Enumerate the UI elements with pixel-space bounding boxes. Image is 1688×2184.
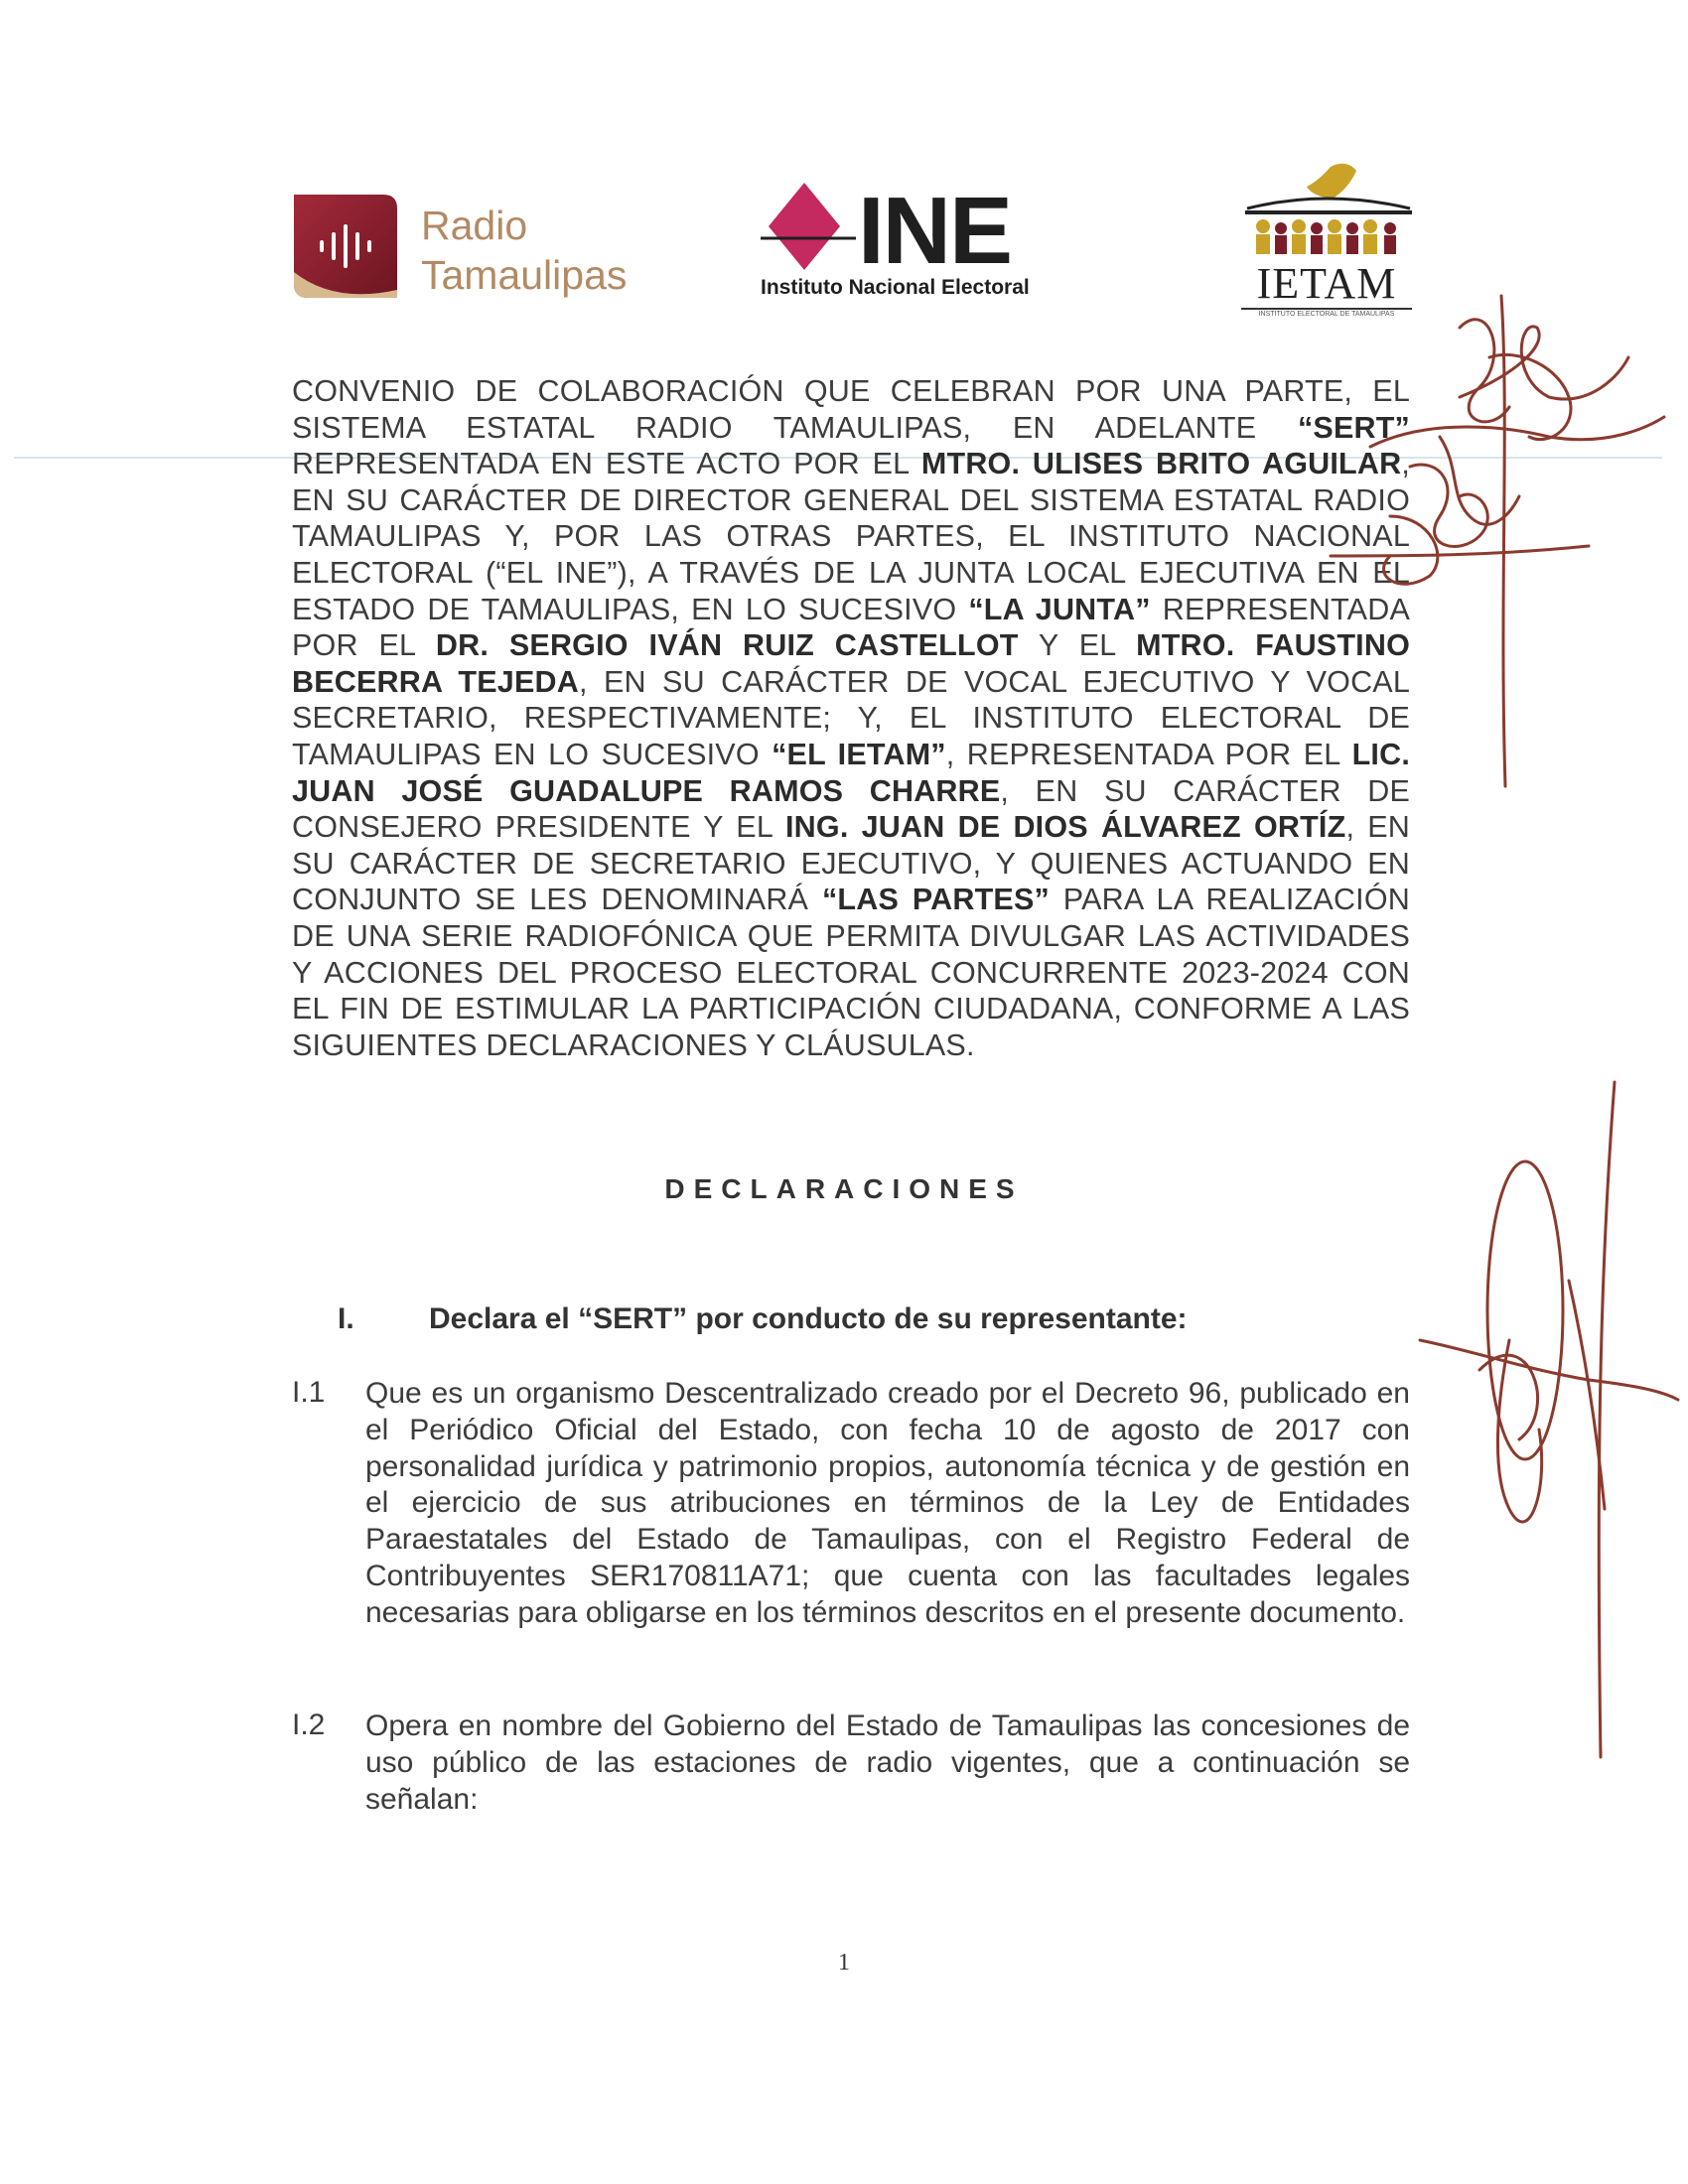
declarations-title: DECLARACIONES [664,1173,1024,1204]
intro-bold-vocal-ejecutivo: DR. SERGIO IVÁN RUIZ CASTELLOT [435,628,1019,663]
intro-bold-el-ietam: “EL IETAM” [772,737,946,771]
radio-tamaulipas-icon [294,195,397,298]
intro-text-9: , EN SU CARÁCTER DE SECRETARIO EJECUTIVO, Y QUIENES ACTUANDO EN CONJUNTO SE LES DENOMINARÁ [292,810,1411,917]
declaration-item-text: Opera en nombre del Gobierno del Estado de Tamaulipas las concesiones de uso público de las estaciones de radio vigentes, que a continuación se señalan: [365,1709,1410,1816]
radio-tamaulipas-logo [294,195,661,304]
declaration-item-number: I.2 [292,1708,326,1741]
radio-logo-line1: Radio [421,203,528,248]
intro-text-7: , REPRESENTADA POR EL [945,737,1352,771]
intro-text-10: PARA LA REALIZACIÓN DE UNA SERIE RADIOFÓNICA QUE PERMITA DIVULGAR LAS ACTIVIDADES Y ACCIONES DEL PROCESO ELECTORAL CONCURRENTE 2023-2024 CON EL FIN DE ESTIMULAR LA PARTICIPACIÓN CIUDADANA, CONFORME A LAS SIGUIENTES DECLARACIONES Y CLÁUSULAS. [292,883,1410,1062]
declaration-item-text: Que es un organismo Descentralizado creado por el Decreto 96, publicado en el Periódico Oficial del Estado, con fecha 10 de agosto de 2017 con personalidad jurídica y patrimonio propios, autonomía técnica y de gestión en el ejercicio de sus atribuciones en términos de la Ley de Entidades Paraestatales del Estado de Tamaulipas, con el Registro Federal de Contribuyentes SER170811A71; que cuenta con las facultades legales necesarias para obligarse en los términos descritos en el presente documento. [365,1377,1410,1629]
intro-text-2: REPRESENTADA EN ESTE ACTO POR EL [292,447,921,481]
intro-bold-director: MTRO. ULISES BRITO AGUILAR [920,447,1402,481]
intro-bold-sert: “SERT” [1297,410,1410,445]
declaration-section-heading [338,1302,1331,1336]
intro-bold-las-partes: “LAS PARTES” [821,883,1050,917]
ietam-logo [1241,159,1420,318]
ietam-emblem-icon [1241,159,1420,268]
declaration-item-number: I.1 [292,1376,326,1409]
intro-bold-secretario: ING. JUAN DE DIOS ÁLVAREZ ORTÍZ [785,810,1346,845]
ietam-subtitle: INSTITUTO ELECTORAL DE TAMAULIPAS [1241,308,1412,318]
intro-text-8: , EN SU CARÁCTER DE CONSEJERO PRESIDENTE Y EL [292,773,1410,845]
ine-logo [761,178,1030,308]
intro-text-5: Y EL [1018,628,1137,663]
intro-text-6: , EN SU CARÁCTER DE VOCAL EJECUTIVO Y VOCAL SECRETARIO, RESPECTIVAMENTE; Y, EL INSTITUTO ELECTORAL DE TAMAULIPAS EN LO SUCESIVO [292,664,1410,771]
ine-wordmark: INE [858,178,1012,284]
intro-bold-consejero: LIC. JUAN JOSÉ GUADALUPE RAMOS CHARRE [292,737,1410,808]
declaration-section-number: I. [338,1302,354,1335]
intro-bold-vocal-secretario: MTRO. FAUSTINO BECERRA TEJEDA [292,628,1410,699]
intro-text-4: REPRESENTADA POR EL [292,592,1410,663]
intro-text-3: , EN SU CARÁCTER DE DIRECTOR GENERAL DEL SISTEMA ESTATAL RADIO TAMAULIPAS Y, POR LAS OTRAS PARTES, EL INSTITUTO NACIONAL ELECTORAL (“EL INE”), A TRAVÉS DE LA JUNTA LOCAL EJECUTIVA EN EL ESTADO DE TAMAULIPAS, EN LO SUCESIVO [292,447,1410,626]
intro-bold-la-junta: “LA JUNTA” [968,592,1151,626]
page-number: 1 [838,1950,850,1976]
agreement-intro-paragraph [292,373,1410,1063]
declaration-section-text: Declara el “SERT” por conducto de su representante: [429,1302,1188,1335]
radio-logo-line2: Tamaulipas [421,252,628,298]
ietam-wordmark: IETAM [1256,259,1397,308]
ine-subtitle: Instituto Nacional Electoral [761,276,1030,299]
intro-text-1: CONVENIO DE COLABORACIÓN QUE CELEBRAN POR UNA PARTE, EL SISTEMA ESTATAL RADIO TAMAULIPAS, EN ADELANTE [292,374,1410,445]
